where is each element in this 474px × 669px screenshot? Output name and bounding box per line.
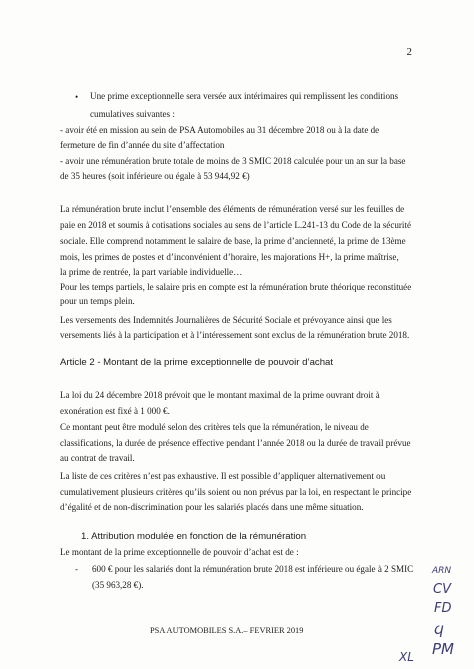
bullet-marker: • [75,92,79,102]
article-2-line-5: au contrat de travail. [60,453,135,463]
section-1-item-line-1: 600 € pour les salariés dont la rémunération brute 2018 est inférieure ou égale à 2 SMIC [92,564,414,574]
remuneration-line-9: versements liés à la participation et à l’intéressement sont exclus de la rémunération brute 2018. [60,330,410,340]
remuneration-line-6: Pour les temps partiels, le salaire pris en compte est la rémunération brute théorique reconstituée [60,282,412,292]
article-2-line-3: Ce montant peut être modulé selon des critères tels que la rémunération, le niveau de [60,422,369,432]
handwritten-initials-mark: ϥ [434,620,444,638]
article-2-line-6: La liste de ces critères n’est pas exhaustive. Il est possible d’appliquer alternativement ou [60,471,386,481]
remuneration-line-7: pour un temps plein. [60,296,135,306]
article-2-line-1: La loi du 24 décembre 2018 prévoit que le montant maximal de la prime ouvrant droit à [60,390,380,400]
remuneration-line-2: paie en 2018 et soumis à cotisations sociales au sens de l’article L.241-13 du Code de la sécurité [60,220,412,230]
remuneration-line-5: la prime de rentrée, la part variable individuelle… [60,267,243,277]
condition-line-1: - avoir été en mission au sein de PSA Automobiles au 31 décembre 2018 ou à la date de [60,125,380,135]
remuneration-line-1: La rémunération brute inclut l’ensemble des éléments de rémunération versé sur les feuilles de [60,204,405,214]
section-1-heading: 1. Attribution modulée en fonction de la rémunération [81,531,307,542]
article-2-heading: Article 2 - Montant de la prime exceptionnelle de pouvoir d’achat [60,357,334,368]
section-1-item-marker: - [75,564,79,574]
condition-line-3: - avoir une rémunération brute totale de moins de 3 SMIC 2018 calculée pour un an sur la base [60,156,406,166]
article-2-line-7: cumulativement plusieurs critères qu’ils soient ou non prévus par la loi, en respectant le principe [60,487,412,497]
page-footer: PSA AUTOMOBILES S.A.– FEVRIER 2019 [150,626,304,635]
page-number: 2 [406,46,412,58]
handwritten-initials-pm: PM [432,640,454,658]
remuneration-line-3: sociale. Elle comprend notamment le salaire de base, la prime d’ancienneté, la prime de 13ème [60,236,406,246]
article-2-line-2: exonération est fixé à 1 000 €. [60,406,170,416]
article-2-line-4: classifications, la durée de présence effective pendant l’année 2018 ou la durée de travail prévue [60,438,411,448]
remuneration-line-8: Les versements des Indemnités Journalières de Sécurité Sociale et prévoyance ainsi que les [60,315,392,325]
handwritten-initials-xl: XL [399,650,414,664]
remuneration-line-4: mois, les primes de postes et d’inconvénient d’horaire, les majorations H+, la prime maîtrise, [60,252,399,262]
section-1-item-line-2: (35 963,28 €). [92,580,144,590]
condition-line-4: de 35 heures (soit inférieure ou égale à 53 944,92 €) [60,171,250,181]
intro-bullet-line-1: Une prime exceptionnelle sera versée aux intérimaires qui remplissent les conditions [90,91,399,101]
handwritten-initials-arn: ARN [432,566,452,576]
handwritten-initials-cv: CV [433,582,451,597]
condition-line-2: fermeture de fin d’année du site d’affectation [60,140,225,150]
intro-bullet-line-2: cumulatives suivantes : [90,109,175,119]
handwritten-initials-fd: FD [434,601,452,616]
article-2-line-8: d’égalité et de non-discrimination pour les salariés placés dans une même situation. [60,502,364,512]
section-1-intro: Le montant de la prime exceptionnelle de pouvoir d’achat est de : [60,547,299,557]
